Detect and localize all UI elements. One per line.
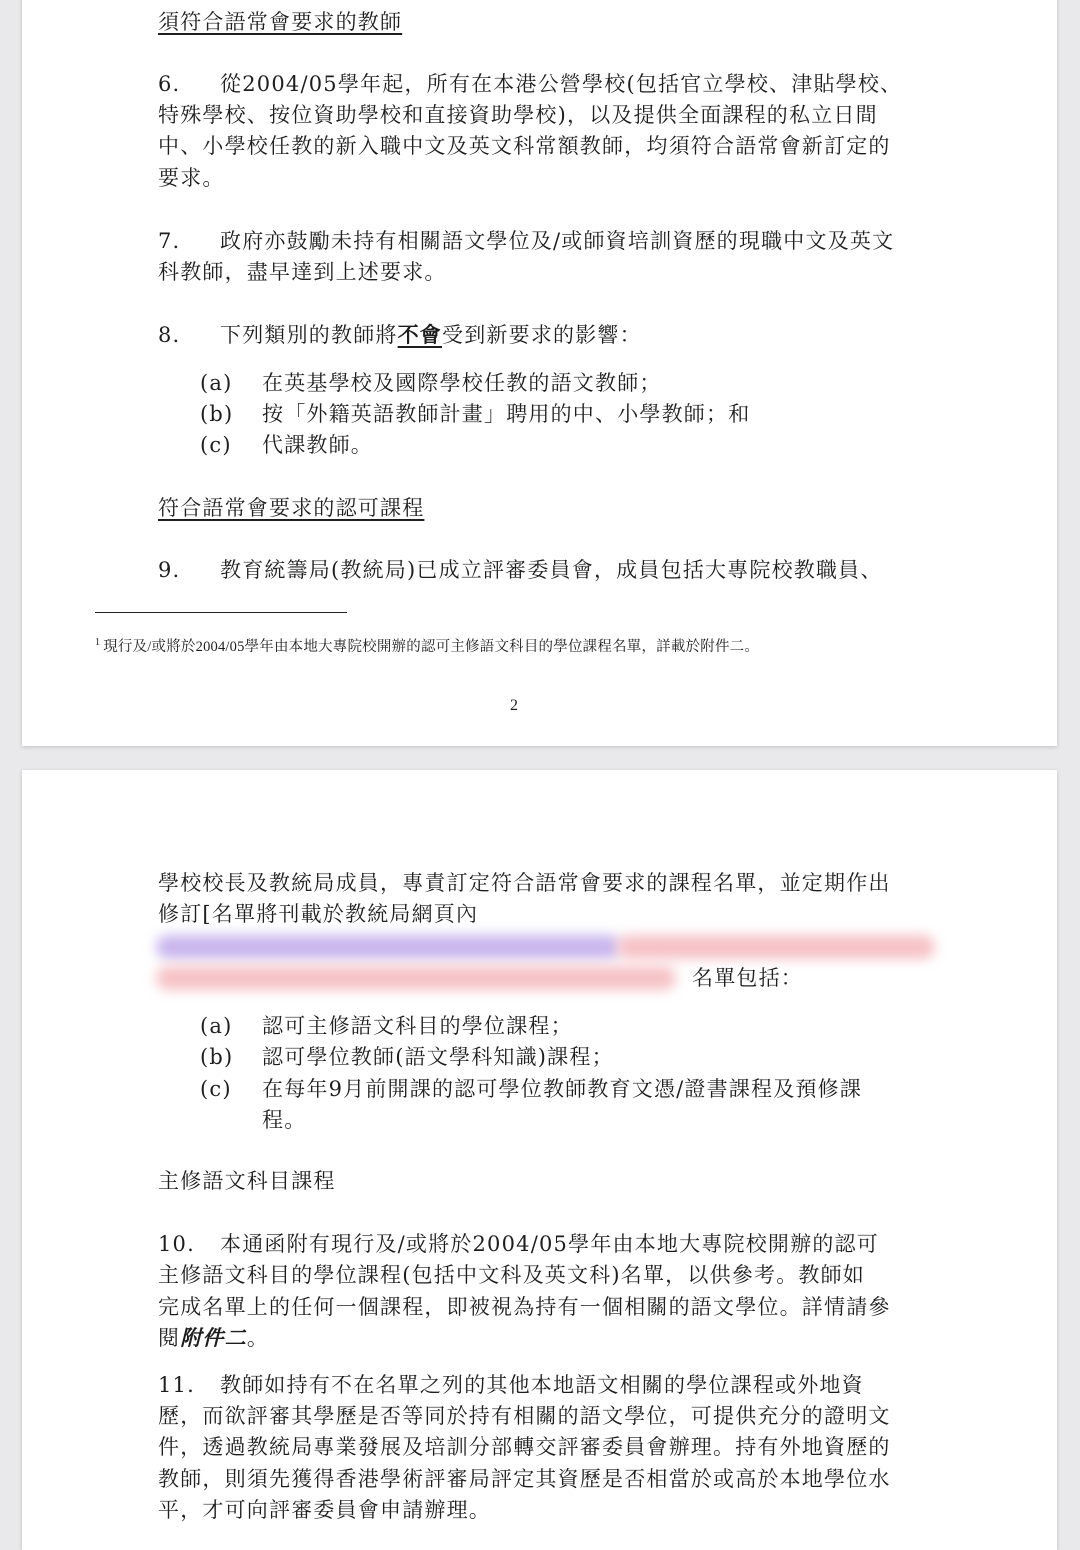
paragraph-9-continuation-line: 修訂[名單將刊載於教統局網頁內 bbox=[158, 902, 479, 926]
redacted-text bbox=[156, 966, 676, 990]
paragraph-6-line: 從2004/05學年起，所有在本港公營學校(包括官立學校、津貼學校、 bbox=[220, 72, 903, 96]
list-item-text: 在每年9月前開課的認可學位教師教育文憑/證書課程及預修課 bbox=[262, 1077, 863, 1101]
paragraph-6-number: 6. bbox=[158, 72, 181, 96]
paragraph-10-number: 10. bbox=[158, 1232, 195, 1256]
section-heading-major-courses: 主修語文科目課程 bbox=[158, 1169, 336, 1193]
list-item-text: 代課教師。 bbox=[262, 433, 373, 457]
paragraph-8-line bbox=[220, 321, 642, 349]
paragraph-7-line: 政府亦鼓勵未持有相關語文學位及/或師資培訓資歷的現職中文及英文 bbox=[220, 229, 895, 253]
paragraph-9-number: 9. bbox=[158, 558, 181, 582]
paragraph-8-emphasis: 不會 bbox=[397, 322, 443, 347]
paragraph-7-number: 7. bbox=[158, 229, 181, 253]
section-heading-approved-courses: 符合語常會要求的認可課程 bbox=[158, 496, 425, 520]
list-item-text: 按「外籍英語教師計畫」聘用的中、小學教師；和 bbox=[262, 402, 751, 426]
document-page-1 bbox=[22, 0, 1057, 746]
document-page-2 bbox=[22, 770, 1057, 1550]
paragraph-6-line: 要求。 bbox=[158, 166, 225, 190]
paragraph-8-text-before: 下列類別的教師將 bbox=[220, 323, 398, 347]
list-item-label: (b) bbox=[200, 1045, 234, 1069]
list-item-label: (b) bbox=[200, 402, 234, 426]
paragraph-11-line: 件，透過教統局專業發展及培訓分部轉交評審委員會辦理。持有外地資歷的 bbox=[158, 1435, 891, 1459]
paragraph-11-number: 11. bbox=[158, 1373, 195, 1397]
list-item-label: (a) bbox=[200, 371, 233, 395]
paragraph-8-text-after: 受到新要求的影響： bbox=[442, 323, 642, 347]
paragraph-11-line: 教師，則須先獲得香港學術評審局評定其資歷是否相當於或高於本地學位水 bbox=[158, 1467, 891, 1491]
list-item-label: (c) bbox=[200, 433, 232, 457]
paragraph-8-number: 8. bbox=[158, 323, 181, 347]
list-item-text: 在英基學校及國際學校任教的語文教師； bbox=[262, 371, 662, 395]
page-number: 2 bbox=[510, 697, 518, 714]
paragraph-11-line: 歷，而欲評審其學歷是否等同於持有相關的語文學位，可提供充分的證明文 bbox=[158, 1404, 891, 1428]
footnote-text: 現行及/或將於2004/05學年由本地大專院校開辦的認可主修語文科目的學位課程名單，詳載於附件二。 bbox=[103, 638, 760, 655]
paragraph-10-last-prefix: 閱 bbox=[158, 1326, 181, 1350]
paragraph-9-continuation-line: 學校校長及教統局成員，專責訂定符合語常會要求的課程名單，並定期作出 bbox=[158, 871, 891, 895]
footnote bbox=[95, 633, 759, 657]
redacted-text bbox=[617, 935, 935, 959]
redacted-link bbox=[156, 935, 621, 959]
appendix-2-reference: 附件二 bbox=[180, 1325, 247, 1350]
list-item-text-continued: 程。 bbox=[262, 1108, 307, 1132]
list-item-text: 認可學位教師(語文學科知識)課程； bbox=[262, 1045, 614, 1069]
paragraph-10-last-suffix: 。 bbox=[246, 1326, 270, 1350]
paragraph-11-line: 教師如持有不在名單之列的其他本地語文相關的學位課程或外地資 bbox=[220, 1373, 864, 1397]
paragraph-9-tail: 名單包括： bbox=[692, 966, 803, 990]
paragraph-6-line: 中、小學校任教的新入職中文及英文科常額教師，均須符合語常會新訂定的 bbox=[158, 134, 891, 158]
paragraph-10-line: 主修語文科目的學位課程(包括中文科及英文科)名單，以供參考。教師如 bbox=[158, 1263, 865, 1287]
paragraph-10-line: 本通函附有現行及/或將於2004/05學年由本地大專院校開辦的認可 bbox=[220, 1232, 879, 1256]
list-item-text: 認可主修語文科目的學位課程； bbox=[262, 1014, 573, 1038]
paragraph-11-line: 平，才可向評審委員會申請辦理。 bbox=[158, 1498, 491, 1522]
paragraph-7-line: 科教師，盡早達到上述要求。 bbox=[158, 260, 447, 284]
section-heading-qualified-teachers: 須符合語常會要求的教師 bbox=[158, 10, 403, 34]
footnote-mark: 1 bbox=[95, 637, 101, 648]
paragraph-10-line bbox=[158, 1324, 269, 1352]
list-item-label: (c) bbox=[200, 1077, 232, 1101]
footnote-separator bbox=[95, 612, 347, 613]
list-item-label: (a) bbox=[200, 1014, 233, 1038]
paragraph-9-line: 教育統籌局(教統局)已成立評審委員會，成員包括大專院校教職員、 bbox=[220, 558, 883, 582]
paragraph-6-line: 特殊學校、按位資助學校和直接資助學校)，以及提供全面課程的私立日間 bbox=[158, 103, 878, 127]
paragraph-10-line: 完成名單上的任何一個課程，即被視為持有一個相關的語文學位。詳情請參 bbox=[158, 1295, 891, 1319]
